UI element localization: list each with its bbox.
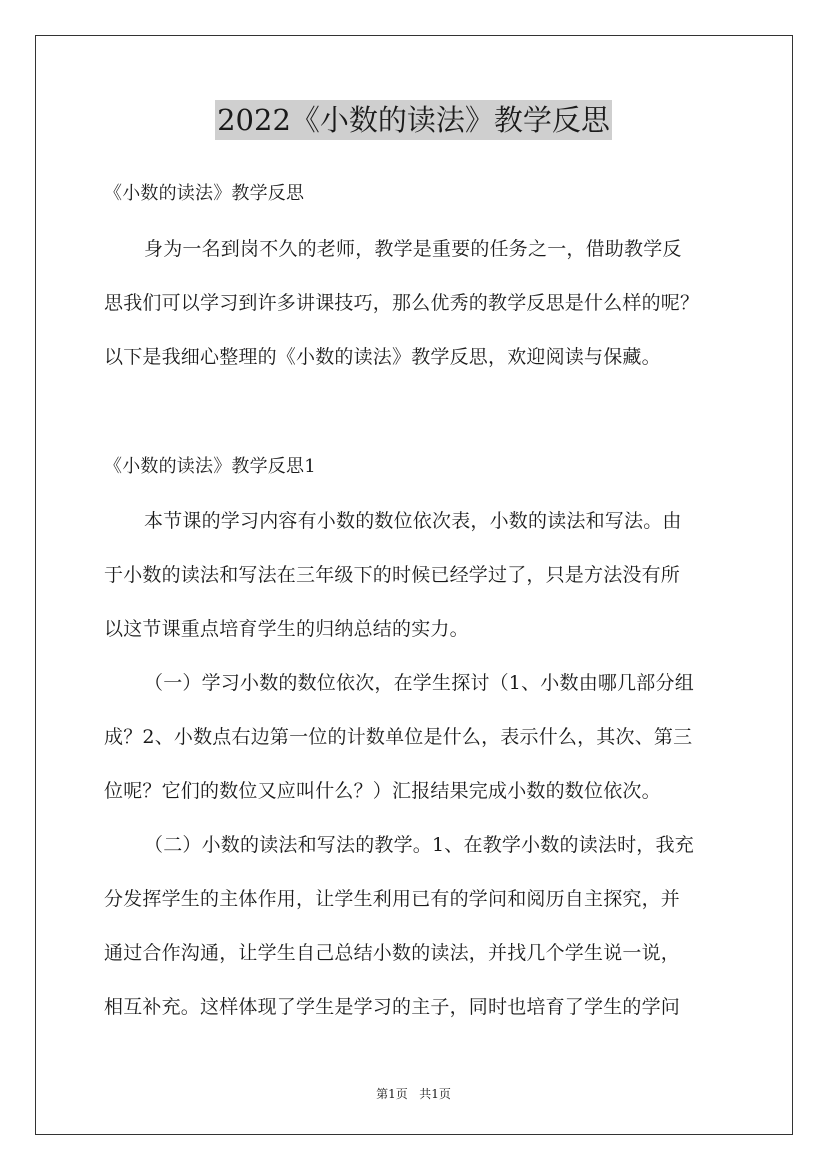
section1-line-8: 分发挥学生的主体作用，让学生利用已有的学问和阅历自主探究，并 [104, 888, 681, 910]
section1-line-10: 相互补充。这样体现了学生是学习的主子，同时也培育了学生的学问 [104, 996, 681, 1018]
document-title-text: 2022《小数的读法》教学反思 [215, 100, 612, 140]
document-title [0, 100, 827, 140]
section1-line-3: 以这节课重点培育学生的归纳总结的实力。 [104, 618, 469, 640]
intro-line-2: 思我们可以学习到许多讲课技巧，那么优秀的教学反思是什么样的呢？ [104, 292, 700, 314]
section1-line-6: 位呢？它们的数位又应叫什么？）汇报结果完成小数的数位依次。 [104, 780, 661, 802]
section1-line-4: （一）学习小数的数位依次，在学生探讨（1、小数由哪几部分组 [144, 672, 694, 694]
page-number: 第1页 [376, 1087, 408, 1101]
section1-line-5: 成？2、小数点右边第一位的计数单位是什么，表示什么，其次、第三 [104, 726, 693, 748]
section1-line-7: （二）小数的读法和写法的教学。1、在教学小数的读法时，我充 [144, 834, 694, 856]
page-footer [0, 1085, 827, 1102]
section1-line-1: 本节课的学习内容有小数的数位依次表，小数的读法和写法。由 [144, 510, 682, 532]
page-total: 共1页 [419, 1087, 451, 1101]
section1-line-2: 于小数的读法和写法在三年级下的时候已经学过了，只是方法没有所 [104, 564, 681, 586]
intro-heading: 《小数的读法》教学反思 [104, 183, 305, 204]
intro-line-1: 身为一名到岗不久的老师，教学是重要的任务之一，借助教学反 [144, 238, 682, 260]
intro-line-3: 以下是我细心整理的《小数的读法》教学反思，欢迎阅读与保藏。 [104, 346, 661, 368]
section1-line-9: 通过合作沟通，让学生自己总结小数的读法，并找几个学生说一说， [104, 942, 681, 964]
section1-heading: 《小数的读法》教学反思1 [104, 456, 316, 477]
